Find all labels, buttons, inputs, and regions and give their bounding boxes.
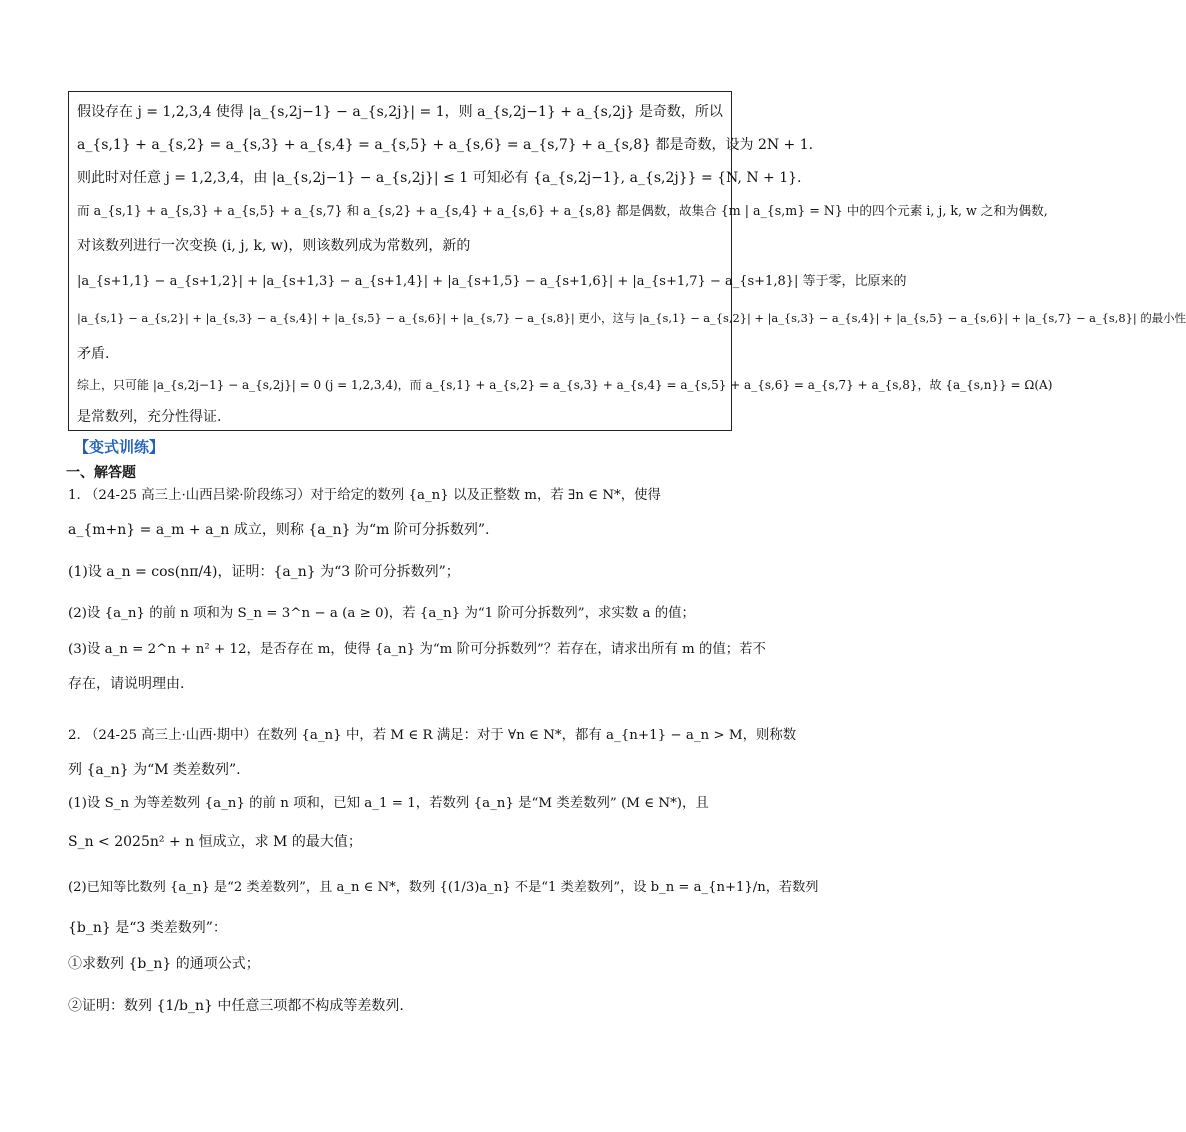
proof-line: 矛盾.: [77, 346, 110, 362]
q2-line: {b_n} 是“3 类差数列”：: [68, 920, 227, 936]
q1-line: a_{m+n} = a_m + a_n 成立，则称 {a_n} 为“m 阶可分拆数列”.: [68, 522, 490, 538]
q1-line: 存在，请说明理由.: [68, 676, 185, 692]
q2-line: 列 {a_n} 为“M 类差数列”.: [68, 762, 241, 778]
q2-line: ②证明：数列 {1/b_n} 中任意三项都不构成等差数列.: [68, 998, 404, 1014]
q2-line: (2)已知等比数列 {a_n} 是“2 类差数列”，且 a_n ∈ N*，数列 {(1/3)a_n} 不是“1 类差数列”，设 b_n = a_{n+1}/n，若数列: [68, 880, 819, 895]
q1-line: (3)设 a_n = 2^n + n² + 12，是否存在 m，使得 {a_n} 为“m 阶可分拆数列”？若存在，请求出所有 m 的值；若不: [68, 642, 766, 657]
proof-line: |a_{s,1} − a_{s,2}| + |a_{s,3} − a_{s,4}| + |a_{s,5} − a_{s,6}| + |a_{s,7} − a_{s,8}| 更小，这与 |a_{s,1} − a_{s,2}| + |a_{s,3} − a_{s,4}| + |a_{s,5} − a_{s,6}| + |a_{s,7} − a_{s,8}| 的最小性: [77, 311, 1186, 325]
proof-line: 是常数列，充分性得证.: [77, 409, 222, 425]
q1-line: (2)设 {a_n} 的前 n 项和为 S_n = 3^n − a (a ≥ 0)，若 {a_n} 为“1 阶可分拆数列”，求实数 a 的值；: [68, 606, 695, 621]
section-heading: 【变式训练】: [74, 438, 165, 456]
q1-line: 1. （24-25 高三上·山西吕梁·阶段练习）对于给定的数列 {a_n} 以及正整数 m，若 ∃n ∈ N*，使得: [68, 488, 661, 503]
proof-line: a_{s,1} + a_{s,2} = a_{s,3} + a_{s,4} = a_{s,5} + a_{s,6} = a_{s,7} + a_{s,8} 都是奇数，设为 2N + 1.: [77, 137, 814, 153]
proof-line: 综上，只可能 |a_{s,2j−1} − a_{s,2j}| = 0 (j = 1,2,3,4)，而 a_{s,1} + a_{s,2} = a_{s,3} + a_{s,4} = a_{s,5} + a_{s,6} = a_{s,7} + a_{s,8}，故 {a_{s,n}} = Ω(A): [77, 378, 1053, 392]
proof-line: |a_{s+1,1} − a_{s+1,2}| + |a_{s+1,3} − a_{s+1,4}| + |a_{s+1,5} − a_{s+1,6}| + |a_{s+1,7} − a_{s+1,8}| 等于零，比原来的: [77, 274, 907, 289]
q1-line: (1)设 a_n = cos(nπ/4)，证明：{a_n} 为“3 阶可分拆数列”；: [68, 564, 460, 580]
proof-box: [68, 91, 1186, 431]
q2-line: ①求数列 {b_n} 的通项公式；: [68, 956, 260, 972]
proof-line: 对该数列进行一次变换 (i, j, k, w)，则该数列成为常数列，新的: [77, 238, 471, 254]
q2-line: S_n < 2025n² + n 恒成立，求 M 的最大值；: [68, 834, 362, 850]
proof-line: 假设存在 j = 1,2,3,4 使得 |a_{s,2j−1} − a_{s,2j}| = 1，则 a_{s,2j−1} + a_{s,2j} 是奇数，所以: [77, 104, 723, 120]
q2-line: (1)设 S_n 为等差数列 {a_n} 的前 n 项和，已知 a_1 = 1，若数列 {a_n} 是“M 类差数列” (M ∈ N*)，且: [68, 796, 709, 811]
section-title: 一、解答题: [66, 465, 136, 481]
q2-line: 2. （24-25 高三上·山西·期中）在数列 {a_n} 中，若 M ∈ R 满足：对于 ∀n ∈ N*，都有 a_{n+1} − a_n > M，则称数: [68, 728, 797, 743]
proof-line: 则此时对任意 j = 1,2,3,4，由 |a_{s,2j−1} − a_{s,2j}| ≤ 1 可知必有 {a_{s,2j−1}, a_{s,2j}} = {N, N + 1}.: [77, 170, 802, 186]
proof-line: 而 a_{s,1} + a_{s,3} + a_{s,5} + a_{s,7} 和 a_{s,2} + a_{s,4} + a_{s,6} + a_{s,8} 都是偶数，故集合 {m | a_{s,m} = N} 中的四个元素 i, j, k, w 之和为偶数,: [77, 203, 1048, 218]
